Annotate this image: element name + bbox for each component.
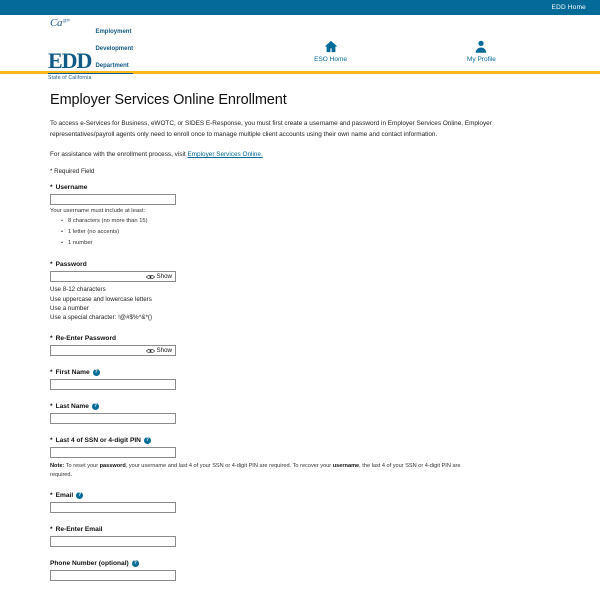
reenter-email-required-marker: * [50, 526, 53, 534]
last4-ssn-note [50, 462, 480, 479]
reenter-password-input-wrapper [50, 345, 176, 356]
assistance-text: For assistance with the enrollment process, visit [50, 151, 188, 159]
edd-logo-subtitle: State of California [48, 73, 133, 81]
edd-logo-line3: Department [95, 62, 129, 69]
nav-label-my-profile: My Profile [466, 56, 496, 63]
username-required-marker: * [50, 184, 53, 192]
field-group-reenter-password [50, 335, 550, 356]
edd-logo-line2: Development [95, 46, 134, 53]
last4-ssn-input[interactable] [50, 447, 176, 458]
header-nav [210, 39, 600, 63]
employer-services-online-link[interactable]: Employer Services Online. [187, 151, 263, 159]
reenter-password-required-marker: * [50, 335, 53, 343]
last4-ssn-label [50, 437, 550, 444]
note-label: Note: [50, 463, 65, 470]
reenter-email-label [50, 526, 550, 533]
reenter-email-label-text: Re-Enter Email [55, 526, 103, 534]
field-group-phone [50, 560, 550, 581]
password-input-wrapper [50, 271, 176, 282]
page-content [0, 74, 600, 581]
last-name-required-marker: * [50, 403, 53, 411]
username-rules-list [50, 216, 550, 248]
reenter-password-label-text: Re-Enter Password [55, 335, 117, 343]
password-label-text: Password [55, 261, 87, 269]
password-show-toggle[interactable] [146, 272, 172, 281]
reenter-email-input[interactable] [50, 536, 176, 547]
help-icon[interactable]: ? [145, 437, 149, 444]
last-name-label [50, 403, 550, 410]
reenter-password-label [50, 335, 550, 342]
phone-input[interactable] [50, 570, 176, 581]
edd-logo-line1: Employment [95, 29, 132, 36]
password-label [50, 261, 550, 268]
last4-ssn-required-marker: * [50, 437, 53, 445]
site-header [0, 29, 600, 81]
note-emph-password: password [99, 463, 126, 470]
help-icon[interactable]: ? [78, 492, 82, 499]
note-text-3: , the last 4 of your SSN or 4-digit PIN are required. [50, 463, 461, 478]
password-rule: Use a number [50, 304, 89, 312]
nav-item-my-profile[interactable] [467, 39, 496, 63]
field-group-last4-ssn [50, 437, 550, 479]
last4-ssn-label-text: Last 4 of SSN or 4-digit PIN [55, 437, 141, 445]
phone-label-text: Phone Number (optional) [50, 560, 129, 568]
first-name-label-text: First Name [55, 369, 90, 377]
field-group-first-name [50, 369, 550, 390]
required-field-note: * Required Field [50, 168, 95, 176]
username-rule: • 1 letter (no accents) [68, 227, 550, 238]
nav-label-eso-home: ESO Home [314, 56, 347, 63]
edd-home-link[interactable]: EDD Home [551, 4, 586, 11]
username-input[interactable] [50, 194, 176, 205]
username-rule: • 8 characters (no more than 15) [68, 216, 550, 227]
eye-icon [146, 348, 155, 354]
password-rules [50, 285, 550, 322]
phone-label [50, 560, 550, 567]
first-name-required-marker: * [50, 369, 53, 377]
help-icon[interactable]: ? [133, 560, 137, 567]
nav-item-eso-home[interactable] [314, 39, 347, 63]
assistance-paragraph [50, 151, 550, 158]
username-label-text: Username [55, 184, 88, 192]
reenter-password-show-toggle[interactable] [146, 346, 172, 355]
cagov-logo-sup: .gov [62, 17, 70, 23]
username-label [50, 184, 550, 191]
field-group-last-name [50, 403, 550, 424]
cagov-logo-text: Ca [50, 16, 63, 29]
note-emph-username: username [332, 463, 360, 470]
first-name-label [50, 369, 550, 376]
reenter-password-show-label: Show [156, 347, 172, 355]
note-text-1: To reset your [64, 463, 100, 470]
last-name-input[interactable] [50, 413, 176, 424]
last-name-label-text: Last Name [55, 403, 89, 411]
password-show-label: Show [156, 273, 172, 281]
utility-bar [0, 0, 600, 15]
intro-paragraph: To access e-Services for Business, eWOTC, or SIDES E-Response, you must first create a username and password in Employer Services Online. Employer representatives/payroll agents only need to enroll once to manage multiple client accounts using their own name and contact information. [50, 120, 492, 138]
edd-logo[interactable] [0, 21, 210, 80]
field-group-email [50, 492, 550, 513]
email-label-text: Email [55, 492, 74, 500]
email-input[interactable] [50, 502, 176, 513]
eye-icon [146, 274, 155, 280]
field-group-reenter-email [50, 526, 550, 547]
edd-logo-mark: EDD [48, 47, 92, 73]
home-icon [323, 39, 339, 54]
password-required-marker: * [50, 261, 53, 269]
first-name-input[interactable] [50, 379, 176, 390]
user-profile-icon [473, 39, 489, 54]
help-icon[interactable]: ? [94, 369, 98, 376]
password-rule: Use 8-12 characters [50, 286, 106, 294]
password-rule: Use a special character: !@#$%^&*() [50, 314, 153, 322]
note-text-2: , your username and last 4 of your SSN or 4-digit PIN are required. To recover your [125, 463, 333, 470]
field-group-password [50, 261, 550, 322]
page-title: Employer Services Online Enrollment [50, 92, 287, 108]
password-rule: Use uppercase and lowercase letters [50, 295, 152, 303]
field-group-username [50, 184, 550, 248]
username-rule: • 1 number [68, 238, 550, 249]
help-icon[interactable]: ? [93, 403, 97, 410]
email-required-marker: * [50, 492, 53, 500]
email-label [50, 492, 550, 499]
username-hint: Your username must include at least: [50, 208, 146, 215]
